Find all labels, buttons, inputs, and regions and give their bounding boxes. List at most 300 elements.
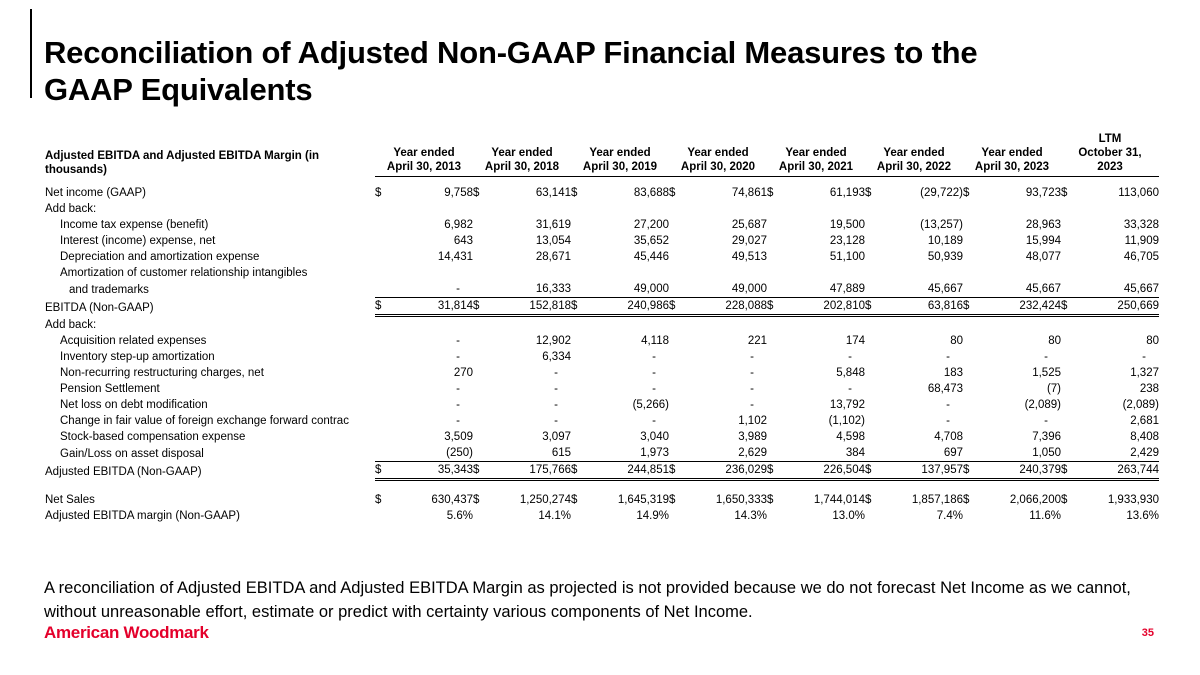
cell-value: (250): [446, 447, 473, 459]
dollar-sign-cell: [669, 413, 685, 429]
cell-value: 1,102: [738, 415, 767, 427]
cell-value: (13,257): [920, 219, 963, 231]
dollar-sign-cell: [375, 249, 391, 265]
cell-value: 11,909: [1124, 235, 1159, 247]
page-number: 35: [1141, 627, 1154, 639]
cell-value: 174: [845, 335, 865, 347]
dollar-sign-cell: [767, 397, 783, 413]
cell-value: 80: [1048, 335, 1061, 347]
cell-value: 1,050: [1032, 447, 1061, 459]
title-line-2: GAAP Equivalents: [44, 72, 313, 107]
dollar-sign-cell: [963, 249, 979, 265]
cell-value: 2,629: [738, 447, 767, 459]
row-label: Net income (GAAP): [45, 187, 146, 199]
cell-value: 384: [845, 447, 865, 459]
table-row: [45, 365, 1159, 381]
cell-value: (2,089): [1024, 399, 1061, 411]
dollar-sign-cell: [669, 249, 685, 265]
cell-value: 13.0%: [832, 510, 865, 522]
dollar-sign-cell: [669, 508, 685, 524]
dollar-sign-cell: [473, 217, 489, 233]
cell-value: 221: [747, 335, 767, 347]
column-header-text: Year ended April 30, 2022: [865, 146, 963, 177]
row-label: Change in fair value of foreign exchange forward contrac: [60, 415, 349, 427]
dollar-sign-cell: [473, 413, 489, 429]
dollar-sign-cell: [1061, 349, 1077, 365]
cell-value: 45,446: [633, 251, 669, 263]
dollar-sign-cell: [767, 365, 783, 381]
cell-value: 31,814: [391, 298, 473, 316]
cell-value: 49,000: [731, 283, 767, 295]
dollar-sign-cell: [1061, 413, 1077, 429]
dollar-sign-cell: [669, 281, 685, 298]
cell-value: 2,066,200: [1009, 494, 1061, 506]
cell-value: 49,513: [731, 251, 767, 263]
table-header: [45, 132, 1159, 177]
dollar-sign-cell: [571, 281, 587, 298]
cell-value: -: [652, 351, 656, 363]
dollar-sign-cell: [571, 429, 587, 445]
table-row: [45, 413, 1159, 429]
dollar-sign-cell: $: [963, 494, 970, 506]
cell-value: 9,758: [444, 187, 473, 199]
dollar-sign-cell: $: [375, 494, 382, 506]
dollar-sign-cell: $: [865, 462, 881, 480]
cell-value: 1,973: [640, 447, 669, 459]
dollar-sign-cell: $: [865, 187, 872, 199]
cell-value: -: [750, 383, 754, 395]
dollar-sign-cell: [865, 249, 881, 265]
dollar-sign-cell: [963, 413, 979, 429]
table-row: [45, 217, 1159, 233]
cell-value: 83,688: [633, 187, 669, 199]
cell-value: 80: [950, 335, 963, 347]
dollar-sign-cell: [865, 429, 881, 445]
dollar-sign-cell: [963, 381, 979, 397]
dollar-sign-cell: $: [865, 298, 881, 316]
column-header-3: [571, 132, 669, 177]
cell-value: -: [946, 415, 950, 427]
cell-value: 45,667: [1123, 283, 1159, 295]
dollar-sign-cell: [963, 365, 979, 381]
dollar-sign-cell: $: [767, 494, 774, 506]
cell-value: -: [456, 351, 460, 363]
dollar-sign-cell: $: [669, 187, 676, 199]
dollar-sign-cell: [669, 365, 685, 381]
dollar-sign-cell: [375, 217, 391, 233]
cell-value: 697: [943, 447, 963, 459]
dollar-sign-cell: [865, 381, 881, 397]
cell-value: 10,189: [927, 235, 963, 247]
cell-value: 1,933,930: [1107, 494, 1159, 506]
dollar-sign-cell: [865, 233, 881, 249]
cell-value: -: [1142, 351, 1146, 363]
cell-value: 1,645,319: [617, 494, 669, 506]
dollar-sign-cell: [473, 445, 489, 462]
table-corner-label: Adjusted EBITDA and Adjusted EBITDA Margin (in thousands): [45, 150, 320, 176]
table-row: [45, 381, 1159, 397]
dollar-sign-cell: [865, 333, 881, 349]
cell-value: 4,118: [641, 335, 669, 347]
dollar-sign-cell: [669, 381, 685, 397]
dollar-sign-cell: [571, 249, 587, 265]
footnote-text: A reconciliation of Adjusted EBITDA and Adjusted EBITDA Margin as projected is not provided because we do not forecast Net Income as we cannot, without unreasonable effort, estimate or predict with certainty various components of Net Income.: [44, 579, 1131, 621]
row-label: and trademarks: [69, 283, 149, 296]
dollar-sign-cell: $: [669, 298, 685, 316]
cell-value: -: [456, 383, 460, 395]
dollar-sign-cell: [767, 281, 783, 298]
cell-value: 1,327: [1130, 367, 1159, 379]
cell-value: 7.4%: [936, 510, 963, 522]
header-row: [45, 132, 1159, 177]
dollar-sign-cell: [865, 397, 881, 413]
dollar-sign-cell: [1061, 429, 1077, 445]
dollar-sign-cell: [767, 429, 783, 445]
cell-value: 1,525: [1032, 367, 1061, 379]
dollar-sign-cell: [375, 413, 391, 429]
cell-value: 1,744,014: [813, 494, 865, 506]
row-label: Adjusted EBITDA (Non-GAAP): [45, 465, 202, 478]
cell-value: 14,431: [437, 251, 473, 263]
column-header-2: [473, 132, 571, 177]
cell-value: 68,473: [927, 383, 963, 395]
cell-value: -: [652, 415, 656, 427]
table-row: [45, 349, 1159, 365]
table-row: [45, 333, 1159, 349]
cell-value: 137,957: [881, 462, 963, 480]
dollar-sign-cell: [1061, 397, 1077, 413]
dollar-sign-cell: [375, 281, 391, 298]
dollar-sign-cell: $: [669, 462, 685, 480]
dollar-sign-cell: $: [473, 187, 480, 199]
column-header-6: [865, 132, 963, 177]
cell-value: 13,054: [535, 235, 571, 247]
cell-value: 630,437: [431, 494, 473, 506]
cell-value: (2,089): [1122, 399, 1159, 411]
dollar-sign-cell: $: [1061, 462, 1077, 480]
cell-value: 48,077: [1025, 251, 1061, 263]
cell-value: 240,986: [587, 298, 669, 316]
dollar-sign-cell: [571, 445, 587, 462]
row-label: Add back:: [45, 203, 97, 215]
dollar-sign-cell: [375, 445, 391, 462]
dollar-sign-cell: $: [767, 462, 783, 480]
table-row: [45, 201, 1159, 217]
dollar-sign-cell: [571, 365, 587, 381]
dollar-sign-cell: [669, 429, 685, 445]
column-header-8: [1061, 132, 1159, 177]
dollar-sign-cell: $: [375, 462, 391, 480]
dollar-sign-cell: [865, 349, 881, 365]
cell-value: 46,705: [1123, 251, 1159, 263]
cell-value: 4,708: [934, 431, 963, 443]
cell-value: 3,989: [738, 431, 767, 443]
dollar-sign-cell: [375, 397, 391, 413]
cell-value: (7): [1046, 383, 1061, 395]
table-row: [45, 281, 1159, 298]
cell-value: 3,097: [542, 431, 571, 443]
dollar-sign-cell: $: [473, 462, 489, 480]
cell-value: 13.6%: [1126, 510, 1159, 522]
cell-value: -: [848, 351, 852, 363]
dollar-sign-cell: [375, 429, 391, 445]
cell-value: 2,429: [1130, 447, 1159, 459]
table-row: [45, 445, 1159, 462]
dollar-sign-cell: [767, 349, 783, 365]
dollar-sign-cell: [669, 349, 685, 365]
cell-value: -: [750, 351, 754, 363]
column-header-1: [375, 132, 473, 177]
dollar-sign-cell: [571, 508, 587, 524]
dollar-sign-cell: [571, 333, 587, 349]
cell-value: 240,379: [979, 462, 1061, 480]
dollar-sign-cell: $: [571, 187, 578, 199]
dollar-sign-cell: [669, 217, 685, 233]
cell-value: -: [456, 399, 460, 411]
dollar-sign-cell: [1061, 508, 1077, 524]
cell-value: 8,408: [1130, 431, 1159, 443]
dollar-sign-cell: [767, 233, 783, 249]
dollar-sign-cell: [767, 249, 783, 265]
cell-value: 45,667: [1025, 283, 1061, 295]
cell-value: 4,598: [836, 431, 865, 443]
row-filler: [375, 316, 1159, 334]
cell-value: 236,029: [685, 462, 767, 480]
cell-value: (29,722): [920, 187, 963, 199]
column-header-text: Year ended April 30, 2019: [571, 146, 669, 177]
row-label: Add back:: [45, 319, 97, 331]
cell-value: 28,963: [1025, 219, 1061, 231]
cell-value: 29,027: [731, 235, 767, 247]
row-label: Gain/Loss on asset disposal: [60, 447, 204, 460]
cell-value: 33,328: [1123, 219, 1159, 231]
column-header-4: [669, 132, 767, 177]
column-header-text: Year ended April 30, 2018: [473, 146, 571, 177]
cell-value: 152,818: [489, 298, 571, 316]
dollar-sign-cell: [963, 333, 979, 349]
cell-value: 12,902: [535, 335, 571, 347]
dollar-sign-cell: [963, 508, 979, 524]
row-label: Amortization of customer relationship intangibles: [60, 267, 308, 279]
cell-value: 643: [453, 235, 473, 247]
dollar-sign-cell: [571, 397, 587, 413]
cell-value: -: [750, 367, 754, 379]
table-row: [45, 429, 1159, 445]
dollar-sign-cell: [669, 397, 685, 413]
cell-value: 3,040: [640, 431, 669, 443]
row-label: Non-recurring restructuring charges, net: [60, 367, 264, 379]
cell-value: -: [652, 383, 656, 395]
slide-title: [44, 34, 977, 108]
dollar-sign-cell: $: [1061, 298, 1077, 316]
cell-value: 3,509: [444, 431, 473, 443]
cell-value: 13,792: [829, 399, 865, 411]
table-row: [45, 233, 1159, 249]
dollar-sign-cell: [669, 233, 685, 249]
dollar-sign-cell: [473, 281, 489, 298]
cell-value: -: [1044, 415, 1048, 427]
spacer-cell: [45, 480, 1159, 493]
cell-value: -: [456, 335, 460, 347]
title-line-1: Reconciliation of Adjusted Non-GAAP Financial Measures to the: [44, 35, 978, 70]
dollar-sign-cell: [1061, 233, 1077, 249]
dollar-sign-cell: $: [1061, 187, 1068, 199]
cell-value: -: [554, 383, 558, 395]
dollar-sign-cell: [767, 333, 783, 349]
cell-value: 80: [1146, 335, 1159, 347]
dollar-sign-cell: [375, 349, 391, 365]
cell-value: 228,088: [685, 298, 767, 316]
cell-value: 63,816: [881, 298, 963, 316]
cell-value: 7,396: [1032, 431, 1061, 443]
cell-value: 49,000: [633, 283, 669, 295]
dollar-sign-cell: [669, 445, 685, 462]
dollar-sign-cell: [1061, 445, 1077, 462]
dollar-sign-cell: [1061, 217, 1077, 233]
dollar-sign-cell: [473, 249, 489, 265]
cell-value: 238: [1139, 383, 1159, 395]
dollar-sign-cell: [865, 508, 881, 524]
cell-value: 6,334: [542, 351, 571, 363]
dollar-sign-cell: [571, 233, 587, 249]
cell-value: 25,687: [731, 219, 767, 231]
column-header-7: [963, 132, 1061, 177]
cell-value: 2,681: [1130, 415, 1159, 427]
dollar-sign-cell: $: [473, 494, 480, 506]
cell-value: 74,861: [731, 187, 767, 199]
dollar-sign-cell: $: [865, 494, 872, 506]
dollar-sign-cell: [375, 233, 391, 249]
dollar-sign-cell: [963, 397, 979, 413]
cell-value: 19,500: [829, 219, 865, 231]
column-header-text: Year ended April 30, 2020: [669, 146, 767, 177]
row-label: Net loss on debt modification: [60, 399, 208, 411]
dollar-sign-cell: [865, 217, 881, 233]
dollar-sign-cell: [963, 349, 979, 365]
row-label: Net Sales: [45, 494, 95, 506]
cell-value: 615: [551, 447, 571, 459]
cell-value: 93,723: [1025, 187, 1061, 199]
dollar-sign-cell: [767, 381, 783, 397]
total-row: [45, 298, 1159, 316]
cell-value: 14.9%: [636, 510, 669, 522]
cell-value: 183: [943, 367, 963, 379]
dollar-sign-cell: [571, 413, 587, 429]
dollar-sign-cell: [375, 333, 391, 349]
cell-value: 250,669: [1077, 298, 1159, 316]
cell-value: 113,060: [1118, 187, 1159, 199]
dollar-sign-cell: [571, 217, 587, 233]
cell-value: 31,619: [535, 219, 571, 231]
row-label: Pension Settlement: [60, 383, 160, 395]
table-row: [45, 177, 1159, 201]
cell-value: 63,141: [535, 187, 571, 199]
dollar-sign-cell: [473, 508, 489, 524]
row-label: Acquisition related expenses: [60, 335, 207, 347]
cell-value: 5.6%: [446, 510, 473, 522]
column-header-text: Year ended April 30, 2013: [375, 146, 473, 177]
dollar-sign-cell: [375, 508, 391, 524]
dollar-sign-cell: [963, 233, 979, 249]
cell-value: 51,100: [829, 251, 865, 263]
dollar-sign-cell: $: [669, 494, 676, 506]
dollar-sign-cell: [865, 365, 881, 381]
cell-value: 1,250,274: [519, 494, 571, 506]
cell-value: 50,939: [927, 251, 963, 263]
cell-value: -: [554, 367, 558, 379]
dollar-sign-cell: [767, 217, 783, 233]
table-row: [45, 508, 1159, 524]
table-row: [45, 492, 1159, 508]
cell-value: 27,200: [633, 219, 669, 231]
dollar-sign-cell: [571, 381, 587, 397]
dollar-sign-cell: $: [473, 298, 489, 316]
table-row: [45, 249, 1159, 265]
dollar-sign-cell: [767, 445, 783, 462]
cell-value: 6,982: [444, 219, 473, 231]
cell-value: 244,851: [587, 462, 669, 480]
cell-value: -: [456, 415, 460, 427]
dollar-sign-cell: [473, 333, 489, 349]
dollar-sign-cell: $: [767, 298, 783, 316]
table-row: [45, 316, 1159, 334]
dollar-sign-cell: $: [375, 298, 391, 316]
total-row: [45, 462, 1159, 480]
cell-value: -: [946, 351, 950, 363]
row-label: Depreciation and amortization expense: [60, 251, 260, 263]
cell-value: 35,343: [391, 462, 473, 480]
dollar-sign-cell: $: [571, 494, 578, 506]
dollar-sign-cell: [1061, 333, 1077, 349]
cell-value: 1,857,186: [911, 494, 963, 506]
row-label: Income tax expense (benefit): [60, 219, 209, 231]
row-label: Stock-based compensation expense: [60, 431, 246, 443]
dollar-sign-cell: [473, 381, 489, 397]
dollar-sign-cell: [473, 349, 489, 365]
cell-value: 35,652: [633, 235, 669, 247]
row-label: EBITDA (Non-GAAP): [45, 301, 154, 314]
spacer-row: [45, 480, 1159, 493]
cell-value: 175,766: [489, 462, 571, 480]
column-header-text: LTM October 31, 2023: [1061, 132, 1159, 177]
cell-value: -: [554, 399, 558, 411]
dollar-sign-cell: $: [963, 298, 979, 316]
cell-value: 270: [453, 367, 473, 379]
dollar-sign-cell: [473, 233, 489, 249]
dollar-sign-cell: [1061, 249, 1077, 265]
cell-value: 1,650,333: [715, 494, 767, 506]
row-label: Adjusted EBITDA margin (Non-GAAP): [45, 510, 240, 522]
cell-value: -: [1044, 351, 1048, 363]
dollar-sign-cell: $: [767, 187, 774, 199]
row-filler: [375, 265, 1159, 281]
cell-value: 45,667: [927, 283, 963, 295]
column-header-5: [767, 132, 865, 177]
table-row: [45, 397, 1159, 413]
cell-value: 14.1%: [538, 510, 571, 522]
cell-value: 232,424: [979, 298, 1061, 316]
dollar-sign-cell: [473, 365, 489, 381]
dollar-sign-cell: $: [963, 462, 979, 480]
dollar-sign-cell: [963, 445, 979, 462]
dollar-sign-cell: $: [375, 187, 382, 199]
cell-value: 61,193: [829, 187, 865, 199]
cell-value: -: [848, 383, 852, 395]
dollar-sign-cell: [669, 333, 685, 349]
cell-value: -: [554, 415, 558, 427]
cell-value: -: [652, 367, 656, 379]
cell-value: 15,994: [1025, 235, 1061, 247]
